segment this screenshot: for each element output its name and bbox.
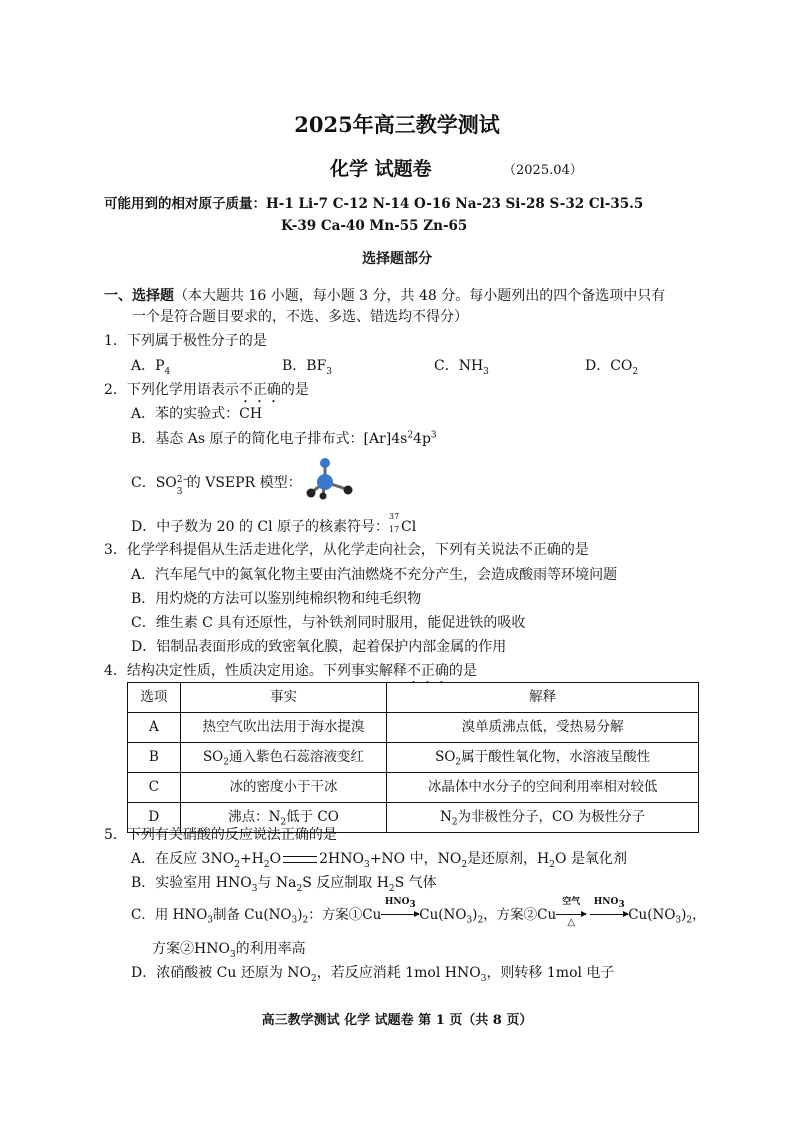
q3-option-b: B．用灼烧的方法可以鉴别纯棉织物和纯毛织物 — [131, 591, 422, 607]
table-cell-fact: $SO_2$通入紫色石蕊溶液变红 — [180, 743, 387, 773]
model-atom-right — [344, 486, 353, 495]
table-cell-fact: 热空气吹出法用于海水提溴 — [180, 713, 387, 743]
q3-option-d: D．铝制品表面形成的致密氧化膜，起着保护内部金属的作用 — [131, 639, 507, 655]
q5-option-b: B．实验室用 $HNO_3$与 $Na_2S$ 反应制取 $H_2S$ 气体 — [131, 875, 437, 894]
part1-heading: 一、选择题 — [104, 288, 174, 304]
q1-option-c: C．$NH_3$ — [434, 358, 489, 377]
table-cell-explain: 冰晶体中水分子的空间利用率相对较低 — [387, 773, 699, 803]
table-cell-option: C — [128, 773, 181, 803]
atomic-masses-line1: 可能用到的相对原子质量：H-1 Li-7 C-12 N-14 O-16 Na-23 Si-28 S-32 Cl-35.5 — [104, 196, 644, 212]
q3-stem: 3．化学学科提倡从生活走进化学，从化学走向社会，下列有关说法不正确的是 — [104, 542, 589, 558]
q2-option-b: B．基态 As 原子的简化电子排布式：$[Ar]4s^24p^3$ — [131, 430, 437, 447]
q2-option-a: A．苯的实验式：CH — [131, 406, 263, 422]
q2-option-d: D．中子数为 20 的 Cl 原子的核素符号： 37 17 Cl — [131, 512, 417, 535]
q4-table — [127, 682, 699, 833]
exam-date: （2025.04） — [503, 163, 583, 178]
exam-title: 2025年高三教学测试 — [294, 112, 500, 137]
q1-option-b: B．$BF_3$ — [282, 358, 333, 377]
table-cell-fact: 沸点：$N_2$低于 CO — [180, 803, 387, 833]
table-cell-option: B — [128, 743, 181, 773]
q4-emphasis: 不正确 — [406, 663, 449, 679]
q3-option-c: C．维生素 C 具有还原性，与补铁剂同时服用，能促进铁的吸收 — [131, 615, 526, 631]
table-cell-fact: 冰的密度小于干冰 — [180, 773, 387, 803]
part1-intro-line2: 一个是符合题目要求的，不选、多选、错选均不得分） — [132, 309, 468, 325]
q2-stem: 2．下列化学用语表示不正确的是 — [104, 382, 309, 398]
table-cell-explain: $N_2$为非极性分子，CO 为极性分子 — [387, 803, 699, 833]
q2-option-c: C．SO 2− 3 的 VSEPR 模型： — [131, 475, 302, 497]
table-row — [128, 743, 699, 773]
q1-option-a: A．$P_4$ — [131, 358, 171, 377]
q5-stem: 5．下列有关硝酸的反应说法正确的是 — [104, 827, 337, 843]
table-header-row — [128, 683, 699, 713]
q1-stem: 1．下列属于极性分子的是 — [104, 333, 267, 349]
reaction-arrow-icon: $HNO_3$ — [590, 909, 628, 923]
part1-intro-line1 — [104, 289, 665, 303]
page-footer: 高三教学测试 化学 试题卷 第 1 页（共 8 页） — [261, 1013, 533, 1028]
model-atom-left — [307, 489, 316, 498]
model-atom-lone-pair — [320, 493, 327, 500]
q5-option-a: A．在反应 $3NO_2+H_2O$ $2HNO_3+NO$ 中，$NO_2$是还原剂，$H_2O$ 是氧化剂 — [131, 851, 627, 870]
atomic-masses-line2: K-39 Ca-40 Mn-55 Zn-65 — [281, 218, 468, 234]
table-header-fact: 事实 — [180, 683, 387, 713]
table-cell-explain: 溴单质沸点低，受热易分解 — [387, 713, 699, 743]
q4-stem: 4．结构决定性质，性质决定用途。下列事实解释不正确的是 — [104, 663, 477, 679]
table-cell-option: D — [128, 803, 181, 833]
q5-option-d: D．浓硝酸被 Cu 还原为 $NO_2$，若反应消耗 1mol $HNO_3$，则转移 1mol 电子 — [131, 965, 615, 984]
q5-option-c-line2: 方案$②HNO_3$的利用率高 — [152, 941, 306, 960]
model-atom-top — [320, 458, 330, 468]
q1-option-d: D．$CO_2$ — [585, 358, 639, 377]
section-heading: 选择题部分 — [362, 251, 432, 267]
so3-vsepr-model-image — [303, 455, 355, 503]
q5-option-c: C．用 $HNO_3$制备 $Cu(NO_3)_2$：方案①Cu $HNO_3$ $Cu(NO_3)_2$，方案②Cu 空气 △ $HNO_3$ $Cu(NO_3)_2$， — [131, 897, 706, 928]
table-header-option: 选项 — [128, 683, 181, 713]
table-header-explain: 解释 — [387, 683, 699, 713]
equals-sign-icon — [283, 856, 317, 863]
table-row — [128, 713, 699, 743]
reaction-arrow-icon: 空气 △ — [556, 909, 586, 923]
model-atom-center — [317, 474, 333, 490]
q2-emphasis: 不正确 — [238, 382, 281, 398]
table-row — [128, 773, 699, 803]
reaction-arrow-icon: $HNO_3$ — [381, 909, 419, 923]
part1-intro-text: （本大题共 16 小题，每小题 3 分，共 48 分。每小题列出的四个备选项中只有 — [174, 288, 666, 304]
table-cell-option: A — [128, 713, 181, 743]
q3-option-a: A．汽车尾气中的氮氧化物主要由汽油燃烧不充分产生，会造成酸雨等环境问题 — [131, 567, 618, 583]
subject-title: 化学 试题卷 — [330, 158, 432, 180]
table-cell-explain: $SO_2$属于酸性氧化物，水溶液呈酸性 — [387, 743, 699, 773]
